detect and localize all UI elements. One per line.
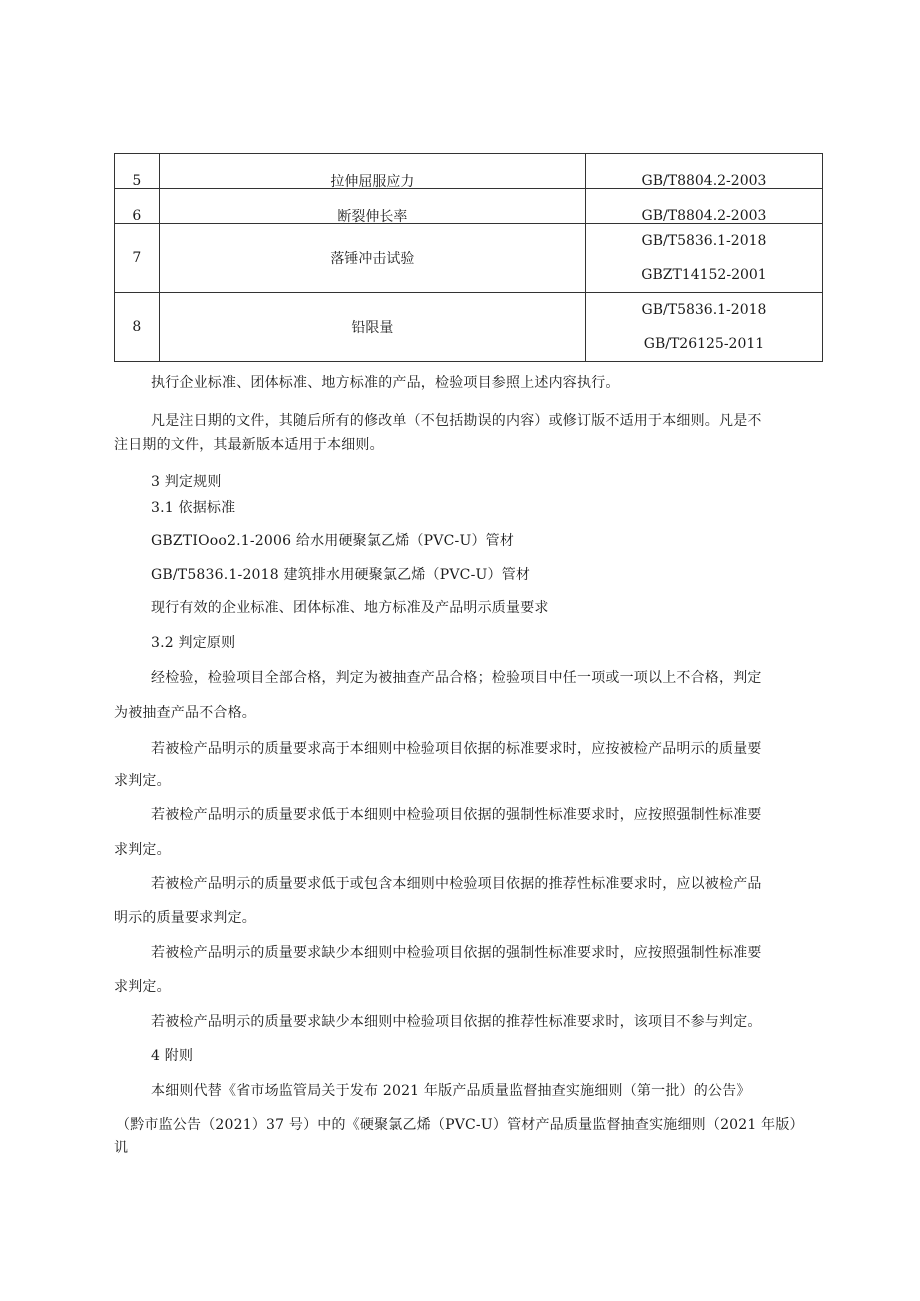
judgement-paragraph-4: 若被检产品明示的质量要求低于或包含本细则中检验项目依据的推荐性标准要求时，应以被检产品: [151, 876, 762, 892]
judgement-paragraph-2-cont: 求判定。: [114, 773, 171, 789]
standard-reference: GB/T8804.2-2003: [585, 189, 822, 224]
section-heading-3-2: 3.2 判定原则: [151, 635, 236, 651]
section-heading-3-1: 3.1 依据标准: [151, 500, 236, 516]
judgement-paragraph-1-cont: 为被抽查产品不合格。: [114, 705, 256, 721]
judgement-paragraph-3: 若被检产品明示的质量要求低于本细则中检验项目依据的强制性标准要求时，应按照强制性标准要: [151, 807, 762, 823]
judgement-paragraph-3-cont: 求判定。: [114, 842, 171, 858]
paragraph-dated-docs-cont: 注日期的文件，其最新版本适用于本细则。: [114, 437, 384, 453]
row-number: 8: [115, 293, 160, 362]
row-number: 6: [115, 189, 160, 224]
standard-reference: GB/T8804.2-2003: [585, 154, 822, 189]
appendix-paragraph-end: 讥: [114, 1140, 129, 1156]
judgement-paragraph-6: 若被检产品明示的质量要求缺少本细则中检验项目依据的推荐性标准要求时，该项目不参与判定。: [151, 1014, 762, 1030]
judgement-paragraph-5: 若被检产品明示的质量要求缺少本细则中检验项目依据的强制性标准要求时，应按照强制性标准要: [151, 945, 762, 961]
section-heading-4: 4 附则: [151, 1048, 194, 1064]
appendix-paragraph-cont: （黔市监公告（2021）37 号）中的《硬聚氯乙烯（PVC-U）管材产品质量监督抽查实施细则（2021 年版）: [116, 1117, 804, 1133]
table-row: [115, 189, 823, 224]
judgement-paragraph-2: 若被检产品明示的质量要求高于本细则中检验项目依据的标准要求时，应按被检产品明示的质量要: [151, 741, 762, 757]
row-number: 7: [115, 224, 160, 293]
table-row: [115, 154, 823, 189]
inspection-item: 铅限量: [159, 293, 585, 362]
inspection-standards-table: [114, 153, 823, 362]
row-number: 5: [115, 154, 160, 189]
table-row: [115, 224, 823, 293]
paragraph-dated-docs: 凡是注日期的文件，其随后所有的修改单（不包括勘误的内容）或修订版不适用于本细则。凡是不: [151, 413, 762, 429]
inspection-item: 断裂伸长率: [159, 189, 585, 224]
section-heading-3: 3 判定规则: [151, 474, 222, 490]
basis-standard-2: GB/T5836.1-2018 建筑排水用硬聚氯乙烯（PVC-U）管材: [151, 567, 531, 583]
paragraph-exec-standards: 执行企业标准、团体标准、地方标准的产品，检验项目参照上述内容执行。: [151, 375, 620, 391]
standard-reference: GB/T5836.1-2018 GBZT14152-2001: [585, 224, 822, 293]
table-row: [115, 293, 823, 362]
basis-standard-3: 现行有效的企业标准、团体标准、地方标准及产品明示质量要求: [151, 600, 549, 616]
standard-reference: GB/T5836.1-2018 GB/T26125-2011: [585, 293, 822, 362]
basis-standard-1: GBZTIOoo2.1-2006 给水用硬聚氯乙烯（PVC-U）管材: [151, 533, 515, 549]
inspection-item: 落锤冲击试验: [159, 224, 585, 293]
judgement-paragraph-5-cont: 求判定。: [114, 979, 171, 995]
appendix-paragraph: 本细则代替《省市场监管局关于发布 2021 年版产品质量监督抽查实施细则（第一批）的公告》: [151, 1083, 751, 1099]
judgement-paragraph-1: 经检验，检验项目全部合格，判定为被抽查产品合格；检验项目中任一项或一项以上不合格，判定: [151, 670, 762, 686]
inspection-item: 拉伸屈服应力: [159, 154, 585, 189]
judgement-paragraph-4-cont: 明示的质量要求判定。: [114, 910, 256, 926]
